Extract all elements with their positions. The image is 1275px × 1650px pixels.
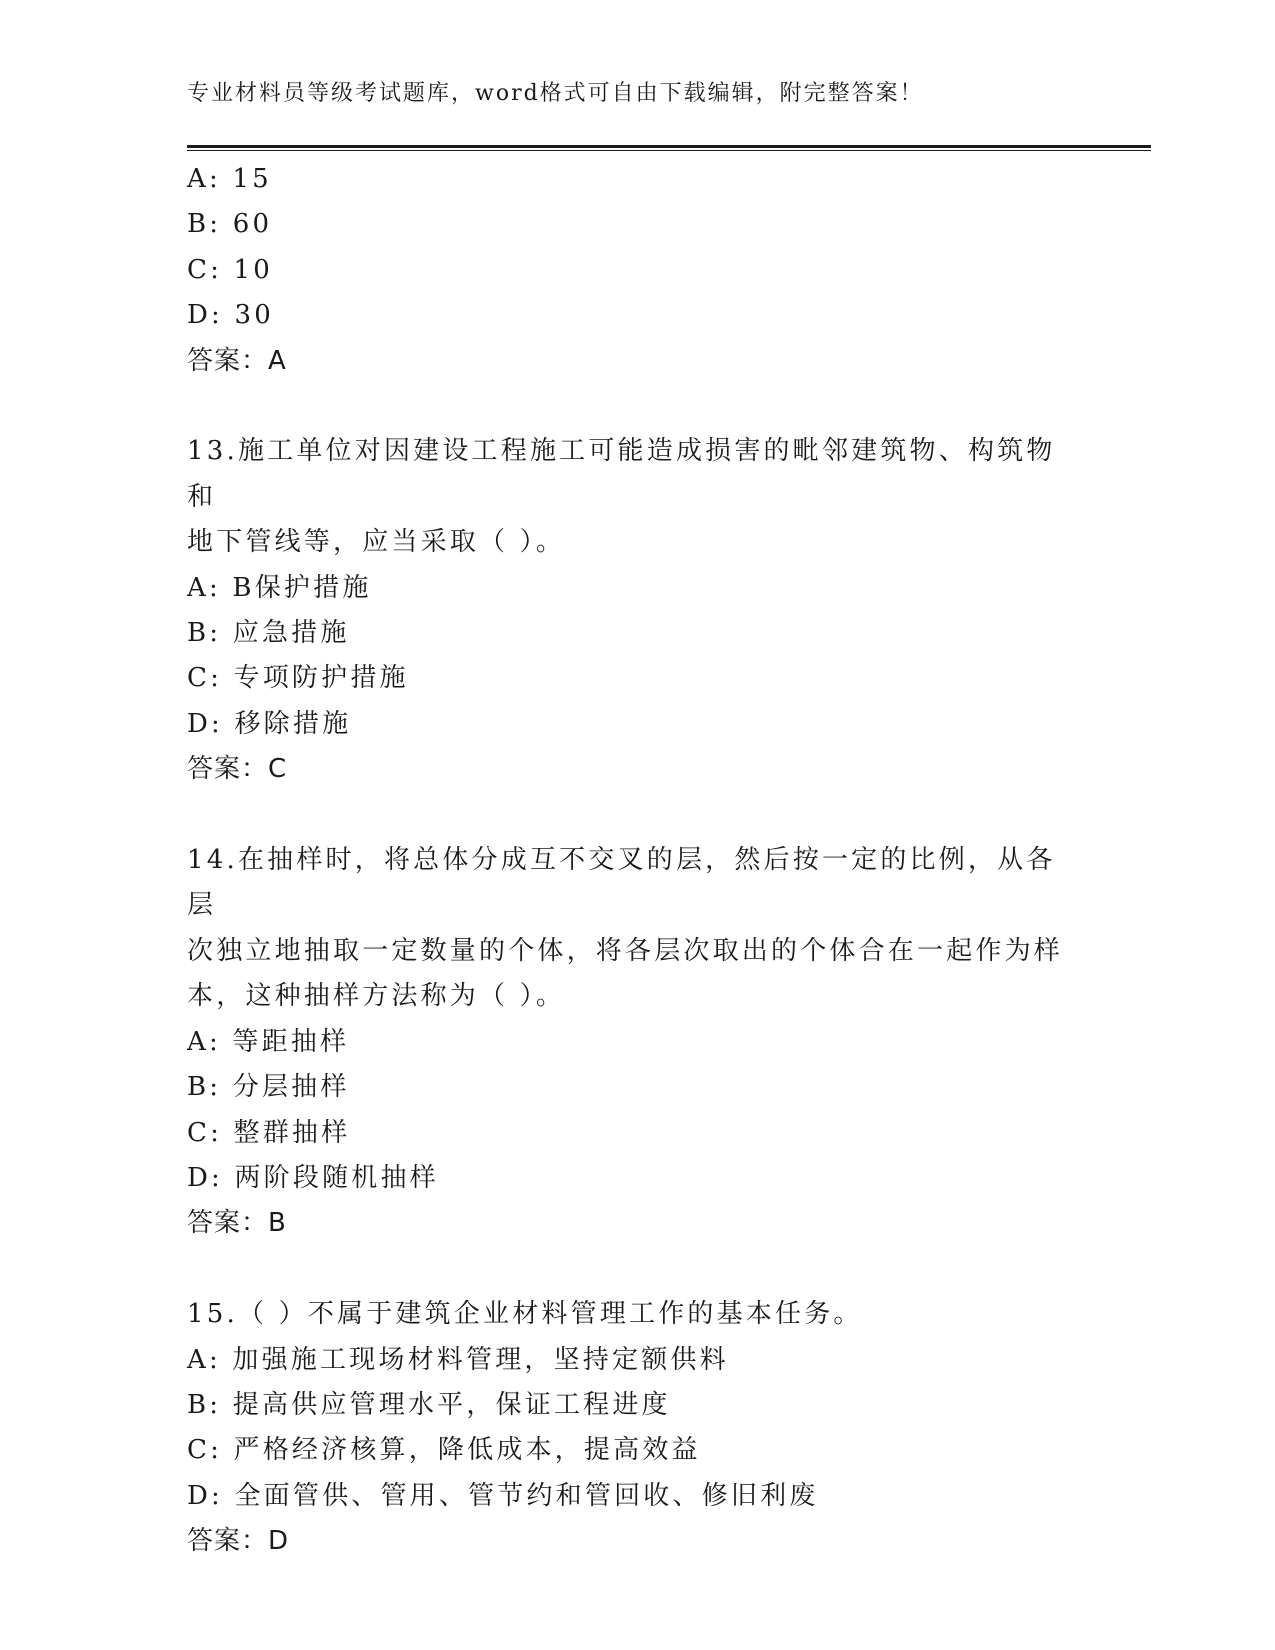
option-label: A: [187, 572, 221, 603]
option-text: 两阶段随机抽样 [234, 1162, 439, 1193]
question-stem-line: 次独立地抽取一定数量的个体，将各层次取出的个体合在一起作为样 [187, 935, 1064, 966]
option-text: 15 [232, 164, 272, 194]
option-line [187, 202, 1087, 247]
answer-line: 答案：B [187, 1208, 287, 1239]
option-label: D: [187, 708, 224, 739]
question-stem-line: 本，这种抽样方法称为（ ）。 [187, 981, 566, 1012]
option-label: B: [187, 1072, 222, 1103]
option-line [187, 1474, 1087, 1519]
option-line [187, 157, 1087, 202]
option-line [187, 1111, 1087, 1156]
question-13 [187, 429, 1087, 792]
header-rule-thin [187, 150, 1151, 151]
option-text: 加强施工现场材料管理，坚持定额供料 [232, 1344, 729, 1375]
option-text: 10 [233, 254, 274, 285]
option-text: 整群抽样 [233, 1117, 351, 1148]
option-label: C: [187, 1117, 223, 1148]
question-stem-line: 15.（ ）不属于建筑企业材料管理工作的基本任务。 [187, 1299, 863, 1330]
spacer [187, 793, 1087, 838]
option-line [187, 1383, 1087, 1428]
answer-line: 答案：A [187, 345, 287, 376]
option-text: 应急措施 [232, 618, 350, 649]
option-label: D: [187, 1480, 224, 1511]
spacer [187, 384, 1087, 429]
option-text: 60 [232, 209, 273, 240]
answer-line: 答案：C [187, 754, 288, 785]
option-text: 专项防护措施 [233, 663, 409, 694]
option-text: 全面管供、管用、管节约和管回收、修旧利废 [234, 1480, 819, 1511]
option-line [187, 1065, 1087, 1110]
question-15 [187, 1292, 1087, 1564]
option-line [187, 293, 1087, 338]
option-line [187, 1020, 1087, 1065]
question-stem-line: 14.在抽样时，将总体分成互不交叉的层，然后按一定的比例，从各层 [187, 845, 1056, 921]
header-rule-thick [187, 145, 1151, 148]
option-label: C: [187, 1435, 223, 1466]
option-line [187, 702, 1087, 747]
option-line [187, 1156, 1087, 1201]
option-line [187, 248, 1087, 293]
option-text: 30 [234, 300, 274, 331]
prev-question-block [187, 157, 1087, 384]
option-label: B: [187, 209, 222, 240]
option-text: 严格经济核算，降低成本，提高效益 [233, 1435, 701, 1466]
option-label: B: [187, 618, 222, 649]
option-label: A: [187, 164, 221, 194]
option-text: 分层抽样 [232, 1072, 350, 1103]
option-label: B: [187, 1389, 222, 1420]
option-label: D: [187, 300, 224, 331]
option-line [187, 566, 1087, 611]
option-label: A: [187, 1344, 221, 1375]
option-line [187, 656, 1087, 701]
option-text: B保护措施 [232, 572, 372, 603]
question-stem-line: 地下管线等，应当采取（ ）。 [187, 527, 566, 558]
answer-line: 答案：D [187, 1526, 290, 1557]
question-14 [187, 838, 1087, 1247]
question-content [187, 157, 1087, 1565]
option-text: 等距抽样 [232, 1026, 350, 1057]
option-text: 移除措施 [234, 708, 352, 739]
page-header: 专业材料员等级考试题库，word格式可自由下载编辑，附完整答案！ [187, 81, 924, 106]
option-label: A: [187, 1026, 221, 1057]
option-line [187, 1428, 1087, 1473]
option-line [187, 611, 1087, 656]
spacer [187, 1247, 1087, 1292]
option-label: D: [187, 1162, 224, 1193]
option-text: 提高供应管理水平，保证工程进度 [232, 1389, 671, 1420]
option-label: C: [187, 663, 223, 694]
option-line [187, 1338, 1087, 1383]
question-stem-line: 13.施工单位对因建设工程施工可能造成损害的毗邻建筑物、构筑物和 [187, 436, 1056, 512]
option-label: C: [187, 254, 223, 285]
